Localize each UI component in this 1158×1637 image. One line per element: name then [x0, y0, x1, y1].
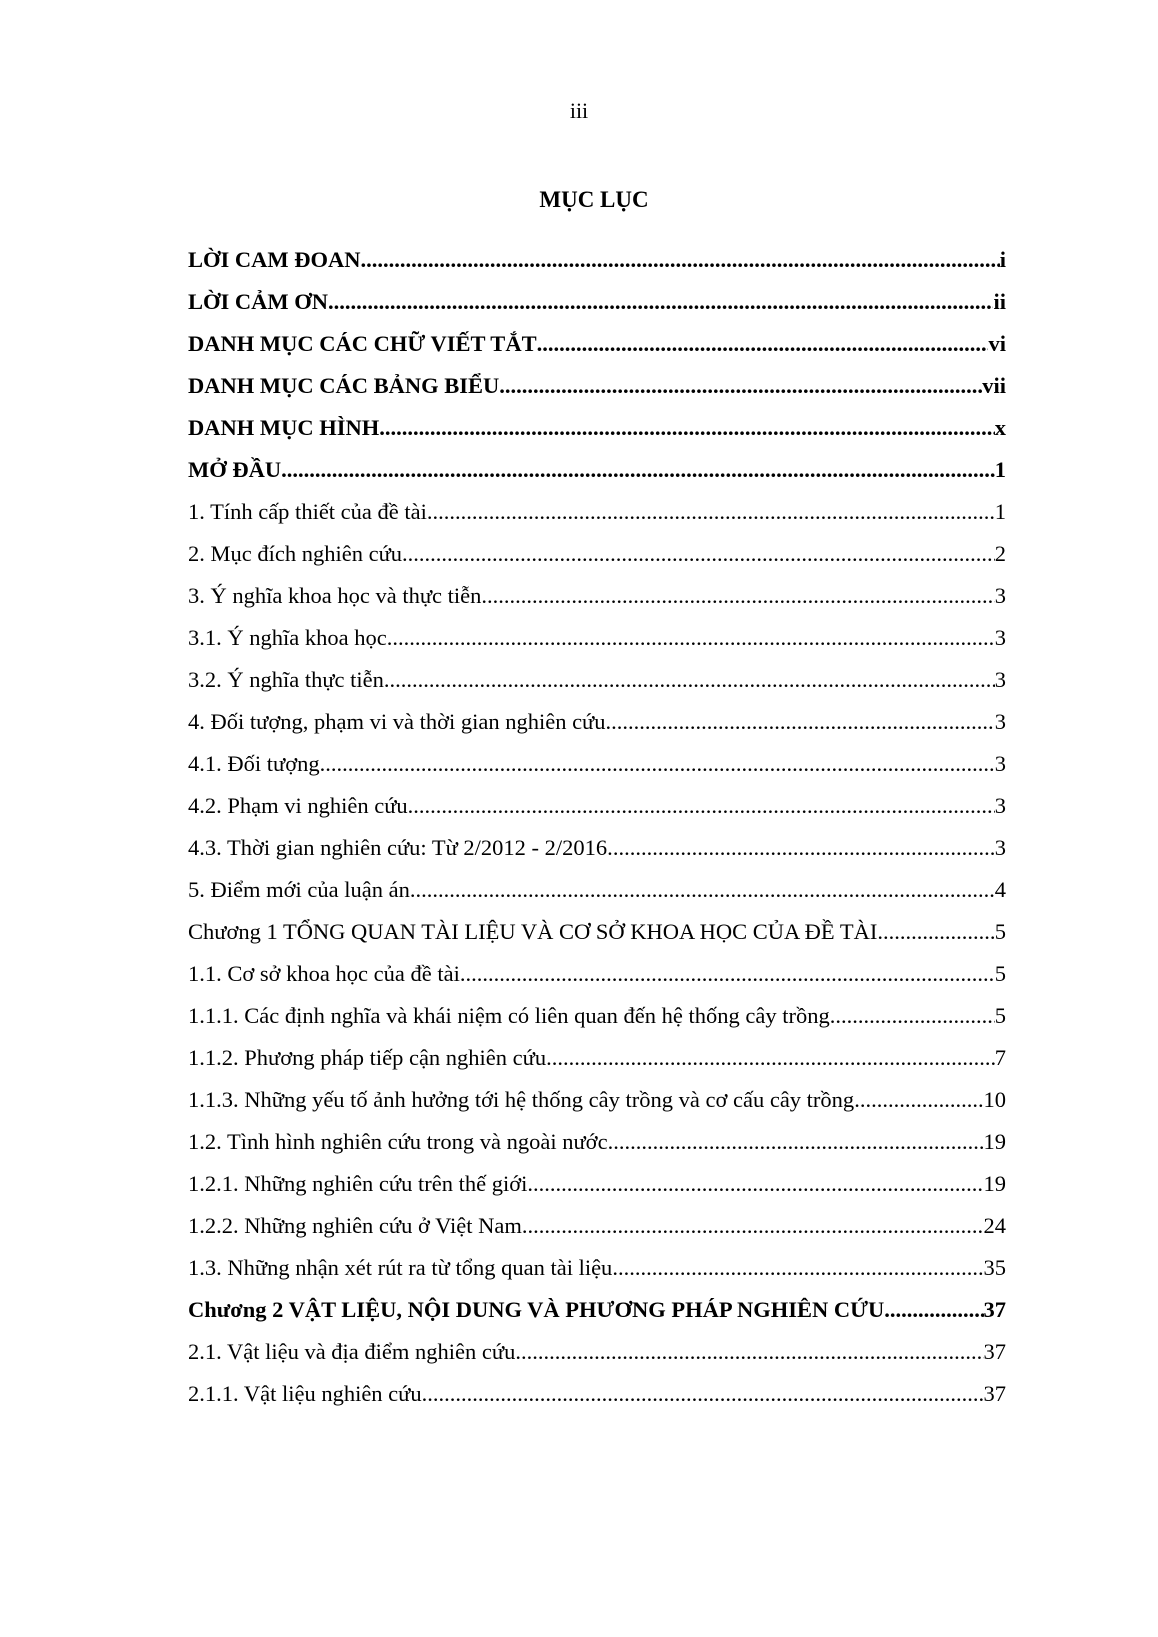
- toc-dot-leader: [320, 748, 995, 780]
- toc-entry-page-number: vii: [982, 373, 1006, 398]
- toc-dot-leader: [281, 454, 995, 486]
- toc-dot-leader: [884, 1294, 983, 1326]
- toc-dot-leader: [427, 496, 995, 528]
- toc-entry[interactable]: [188, 538, 1006, 580]
- toc-entry-title: DANH MỤC HÌNH: [188, 415, 380, 440]
- toc-entry-title: 4.3. Thời gian nghiên cứu: Từ 2/2012 - 2/2016.: [188, 835, 613, 860]
- toc-entry-page-number: 37: [983, 1339, 1006, 1364]
- toc-entry-page-number: 1: [994, 499, 1006, 524]
- toc-entry-title: Chương 1 TỔNG QUAN TÀI LIỆU VÀ CƠ SỞ KHOA HỌC CỦA ĐỀ TÀI: [188, 919, 878, 944]
- toc-entry-page-number: 3: [994, 583, 1006, 608]
- toc-dot-leader: [527, 1168, 983, 1200]
- toc-dot-leader: [537, 328, 989, 360]
- toc-entry-title: 2.1.1. Vật liệu nghiên cứu: [188, 1381, 422, 1406]
- toc-dot-leader: [499, 370, 982, 402]
- toc-dot-leader: [830, 1000, 995, 1032]
- toc-entry-page-number: 3: [994, 751, 1006, 776]
- toc-entry-title: 4. Đối tượng, phạm vi và thời gian nghiên cứu: [188, 709, 606, 734]
- page-title: MỤC LỤC: [539, 187, 649, 212]
- toc-entry-title: Chương 2 VẬT LIỆU, NỘI DUNG VÀ PHƯƠNG PHÁP NGHIÊN CỨU: [188, 1297, 885, 1322]
- toc-entry[interactable]: [188, 286, 1006, 328]
- toc-entry-title: 4.1. Đối tượng: [188, 751, 320, 776]
- toc-entry[interactable]: [188, 1336, 1006, 1378]
- toc-entry-page-number: ii: [993, 289, 1006, 314]
- toc-entry-page-number: 5: [994, 919, 1006, 944]
- toc-entry[interactable]: [188, 748, 1006, 790]
- toc-entry-page-number: 24: [983, 1213, 1006, 1238]
- toc-entry-page-number: 19: [983, 1129, 1006, 1154]
- toc-entry[interactable]: [188, 454, 1006, 496]
- toc-entry[interactable]: [188, 1000, 1006, 1042]
- toc-dot-leader: [384, 664, 995, 696]
- toc-entry-page-number: 37: [983, 1381, 1006, 1406]
- toc-entry[interactable]: [188, 706, 1006, 748]
- toc-dot-leader: [613, 832, 995, 864]
- toc-entry[interactable]: [188, 1378, 1006, 1420]
- toc-entry-title: 3.1. Ý nghĩa khoa học: [188, 625, 387, 650]
- toc-entry-title: LỜI CAM ĐOAN: [188, 247, 361, 272]
- toc-entry-page-number: 3: [994, 625, 1006, 650]
- toc-dot-leader: [328, 286, 993, 318]
- toc-entry-page-number: 3: [994, 667, 1006, 692]
- toc-entry[interactable]: [188, 370, 1006, 412]
- toc-entry-title: 1.3. Những nhận xét rút ra từ tổng quan tài liệu: [188, 1255, 613, 1280]
- toc-entry[interactable]: [188, 1168, 1006, 1210]
- table-of-contents: [188, 244, 1006, 1420]
- toc-entry[interactable]: [188, 832, 1006, 874]
- toc-entry[interactable]: [188, 1126, 1006, 1168]
- toc-entry-page-number: i: [999, 247, 1006, 272]
- toc-entry-title: 1. Tính cấp thiết của đề tài: [188, 499, 427, 524]
- toc-entry-page-number: 19: [983, 1171, 1006, 1196]
- toc-entry-page-number: 37: [983, 1297, 1006, 1322]
- toc-dot-leader: [402, 538, 995, 570]
- toc-entry-page-number: 4: [994, 877, 1006, 902]
- toc-entry-page-number: 7: [994, 1045, 1006, 1070]
- toc-entry-title: 1.1.2. Phương pháp tiếp cận nghiên cứu: [188, 1045, 547, 1070]
- toc-entry[interactable]: [188, 874, 1006, 916]
- toc-entry-title: 5. Điểm mới của luận án: [188, 877, 410, 902]
- toc-entry-title: 2.1. Vật liệu và địa điểm nghiên cứu: [188, 1339, 516, 1364]
- toc-entry-page-number: 1: [994, 457, 1006, 482]
- toc-dot-leader: [387, 622, 995, 654]
- toc-entry-page-number: 2: [994, 541, 1006, 566]
- toc-entry[interactable]: [188, 1042, 1006, 1084]
- toc-entry-title: MỞ ĐẦU: [188, 457, 282, 482]
- toc-entry[interactable]: [188, 496, 1006, 538]
- toc-dot-leader: [515, 1336, 983, 1368]
- toc-entry-title: 3. Ý nghĩa khoa học và thực tiễn: [188, 583, 482, 608]
- toc-entry-page-number: 3: [994, 709, 1006, 734]
- toc-dot-leader: [854, 1084, 983, 1116]
- toc-entry-title: 3.2. Ý nghĩa thực tiễn: [188, 667, 384, 692]
- toc-dot-leader: [481, 580, 994, 612]
- toc-dot-leader: [608, 1126, 984, 1158]
- toc-entry-title: 1.2.2. Những nghiên cứu ở Việt Nam: [188, 1213, 522, 1238]
- toc-entry-page-number: 3: [994, 793, 1006, 818]
- toc-entry-page-number: vi: [988, 331, 1006, 356]
- toc-dot-leader: [408, 790, 995, 822]
- toc-dot-leader: [410, 874, 995, 906]
- toc-entry[interactable]: [188, 958, 1006, 1000]
- toc-dot-leader: [612, 1252, 983, 1284]
- toc-entry-title: 1.1.1. Các định nghĩa và khái niệm có liên quan đến hệ thống cây trồng: [188, 1003, 830, 1028]
- toc-dot-leader: [422, 1378, 984, 1410]
- toc-dot-leader: [460, 958, 995, 990]
- toc-entry-title: 1.2.1. Những nghiên cứu trên thế giới: [188, 1171, 528, 1196]
- toc-entry-page-number: x: [994, 415, 1006, 440]
- toc-entry-title: LỜI CẢM ƠN: [188, 289, 328, 314]
- toc-entry[interactable]: [188, 244, 1006, 286]
- toc-dot-leader: [877, 916, 994, 948]
- toc-entry-page-number: 35: [983, 1255, 1006, 1280]
- toc-entry[interactable]: [188, 1294, 1006, 1336]
- toc-entry-title: DANH MỤC CÁC CHỮ VIẾT TẮT: [188, 331, 537, 356]
- toc-entry-page-number: 5: [994, 1003, 1006, 1028]
- toc-entry-page-number: 5: [994, 961, 1006, 986]
- toc-entry-title: 1.1.3. Những yếu tố ảnh hưởng tới hệ thống cây trồng và cơ cấu cây trồng: [188, 1087, 855, 1112]
- toc-entry-title: 1.1. Cơ sở khoa học của đề tài: [188, 961, 460, 986]
- toc-entry-title: 4.2. Phạm vi nghiên cứu: [188, 793, 408, 818]
- toc-entry[interactable]: [188, 1252, 1006, 1294]
- toc-entry[interactable]: [188, 580, 1006, 622]
- toc-entry-page-number: 3: [994, 835, 1006, 860]
- toc-entry[interactable]: [188, 916, 1006, 958]
- toc-dot-leader: [361, 244, 1000, 276]
- toc-entry[interactable]: [188, 412, 1006, 454]
- toc-entry[interactable]: [188, 664, 1006, 706]
- toc-entry-title: DANH MỤC CÁC BẢNG BIỂU: [188, 373, 500, 398]
- toc-entry-title: 2. Mục đích nghiên cứu: [188, 541, 403, 566]
- page-number: iii: [569, 98, 589, 123]
- toc-entry[interactable]: [188, 790, 1006, 832]
- toc-entry[interactable]: [188, 622, 1006, 664]
- toc-dot-leader: [546, 1042, 995, 1074]
- toc-dot-leader: [606, 706, 995, 738]
- toc-dot-leader: [379, 412, 995, 444]
- toc-entry-page-number: 10: [983, 1087, 1006, 1112]
- toc-dot-leader: [522, 1210, 984, 1242]
- toc-entry[interactable]: [188, 1084, 1006, 1126]
- toc-entry[interactable]: [188, 328, 1006, 370]
- toc-entry-title: 1.2. Tình hình nghiên cứu trong và ngoài nước: [188, 1129, 608, 1154]
- toc-entry[interactable]: [188, 1210, 1006, 1252]
